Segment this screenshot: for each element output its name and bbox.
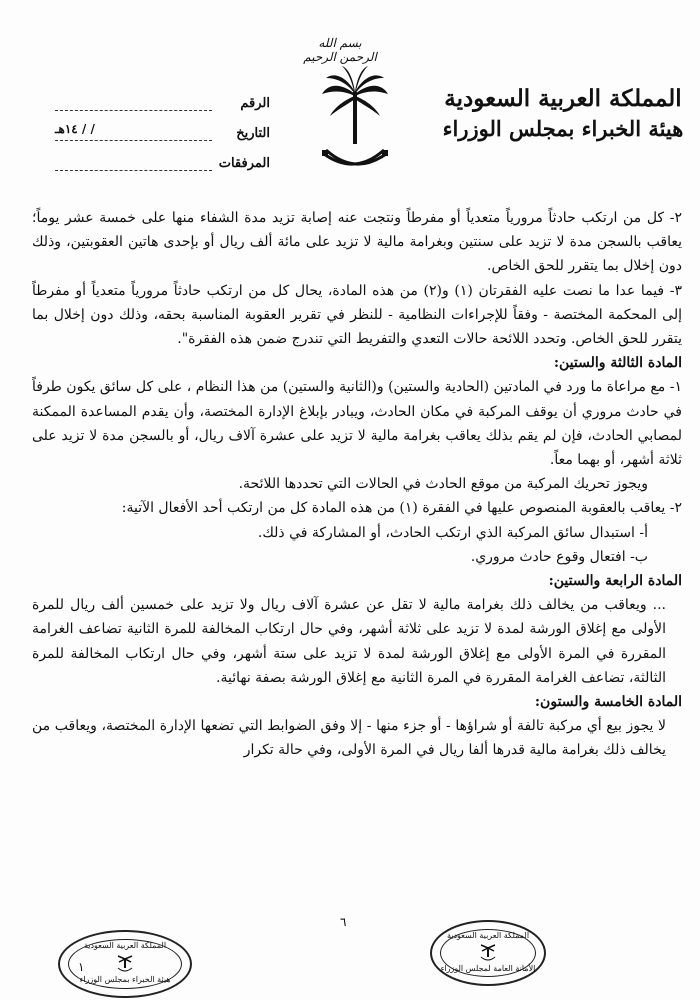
stamp-left-top-text: المملكة العربية السعودية (83, 941, 167, 950)
ref-line (55, 96, 212, 111)
paragraph: ... ويعاقب من يخالف ذلك بغرامة مالية لا تقل عن عشرة آلاف ريال ولا تزيد على خمسين ألف ريال للمرة الأولى مع إغلاق الورشة لمدة لا تزيد على ثلاثة أشهر، وفي حال ارتكاب المخالفة للمرة الثانية تضاعف الغرامة المقررة في المرة الأولى مع إغلاق الورشة لمدة لا تزيد على ستة أشهر، وفي حال ارتكاب المخالفة للمرة الثالثة، تضاعف الغرامة المقررة في المرة الثانية مع إغلاق الورشة بصفة نهائية. (32, 597, 666, 686)
bismillah: بسم الله الرحمن الرحيم (303, 36, 377, 64)
paragraph: لا يجوز بيع أي مركبة تالفة أو شراؤها - أو جزء منها - إلا وفق الضوابط التي تضعها الإدارة المختصة، ويعاقب من يخالف ذلك بغرامة مالية قدرها ألفا ريال في المرة الأولى، وفي حالة تكرار (32, 718, 666, 759)
article-heading: المادة الثالثة والستين: (553, 355, 682, 372)
official-stamp-right (430, 920, 546, 986)
paragraph: ٣- فيما عدا ما نصت عليه الفقرتان (١) و(٢) من هذه المادة، يحال كل من ارتكب حادثاً مرورياً متعدياً أو مفرطاً إلى المحكمة المختصة - وفقاً للإجراءات النظامية - للنظر في تقرير العقوبة المناسبة بحقه، وذلك دون إخلال بما يتقرر للحق الخاص. وتحدد اللائحة حالات التعدي والتفريط التي تندرج ضمن هذه الفقرة". (32, 282, 682, 348)
article-heading: المادة الخامسة والستون: (534, 694, 682, 711)
ref-label: الرقم (240, 95, 270, 111)
stamp-emblem-icon (478, 943, 498, 963)
paragraph: ويجوز تحريك المركبة من موقع الحادث في الحالات التي تحددها اللائحة. (238, 476, 648, 493)
attachments-line (55, 156, 212, 171)
stamp-right-top-text: المملكة العربية السعودية (446, 931, 530, 940)
attachments-label: المرفقات (218, 155, 270, 171)
official-stamp-left (58, 930, 192, 998)
document-body (32, 206, 682, 763)
paragraph: ٢- كل من ارتكب حادثاً مرورياً متعدياً أو مفرطاً ونتجت عنه إصابة تزيد مدة الشفاء منها على خمسة عشر يوماً؛ يعاقب بالسجن مدة لا تزيد على سنتين وبغرامة مالية لا تزيد على مائة ألف ريال أو بإحدى هاتين العقوبتين، وذلك دون إخلال بما يتقرر للحق الخاص. (32, 210, 682, 275)
date-label: التاريخ (236, 125, 270, 141)
stamp-emblem-icon (115, 954, 135, 974)
attachments-row (55, 148, 270, 178)
stamp-left-number: ١ (78, 960, 85, 974)
org-line-1: المملكة العربية السعودية (444, 85, 682, 112)
stamp-right-bottom-text: الأمانة العامة لمجلس الوزراء (440, 964, 536, 973)
paragraph: ٢- يعاقب بالعقوبة المنصوص عليها في الفقرة (١) من هذه المادة كل من ارتكب أحد الأفعال الآتية: (121, 500, 682, 517)
list-item: أ- استبدال سائق المركبة الذي ارتكب الحادث، أو المشاركة في ذلك. (257, 524, 648, 541)
reference-block (55, 88, 270, 178)
paragraph: ١- مع مراعاة ما ورد في المادتين (الحادية والستين) و(الثانية والستين) من هذا النظام ، على كل سائق يكون طرفاً في حادث مروري أن يوقف المركبة في مكان الحادث، ويبادر بإبلاغ الإدارة المختصة، وأن يقدم المساعدة الممكنة لمصابي الحادث، فإن لم يقم بذلك يعاقب بغرامة مالية لا تزيد على عشرة آلاف ريال، أو بالسجن مدة لا تزيد على ثلاثة أشهر، أو بهما معاً. (32, 379, 682, 469)
list-item: ب- افتعال وقوع حادث مروري. (470, 548, 648, 565)
date-value: / / ١٤هـ (55, 121, 95, 136)
stamp-left-bottom-text: هيئة الخبراء بمجلس الوزراء (79, 975, 171, 984)
palm-swords-emblem-icon (320, 64, 390, 184)
date-row (55, 118, 270, 148)
org-line-2: هيئة الخبراء بمجلس الوزراء (442, 116, 684, 141)
letterhead-org (438, 84, 688, 144)
article-heading: المادة الرابعة والستين: (548, 573, 682, 590)
page-number: ٦ (340, 915, 347, 929)
date-line (55, 121, 212, 141)
ref-row (55, 88, 270, 118)
